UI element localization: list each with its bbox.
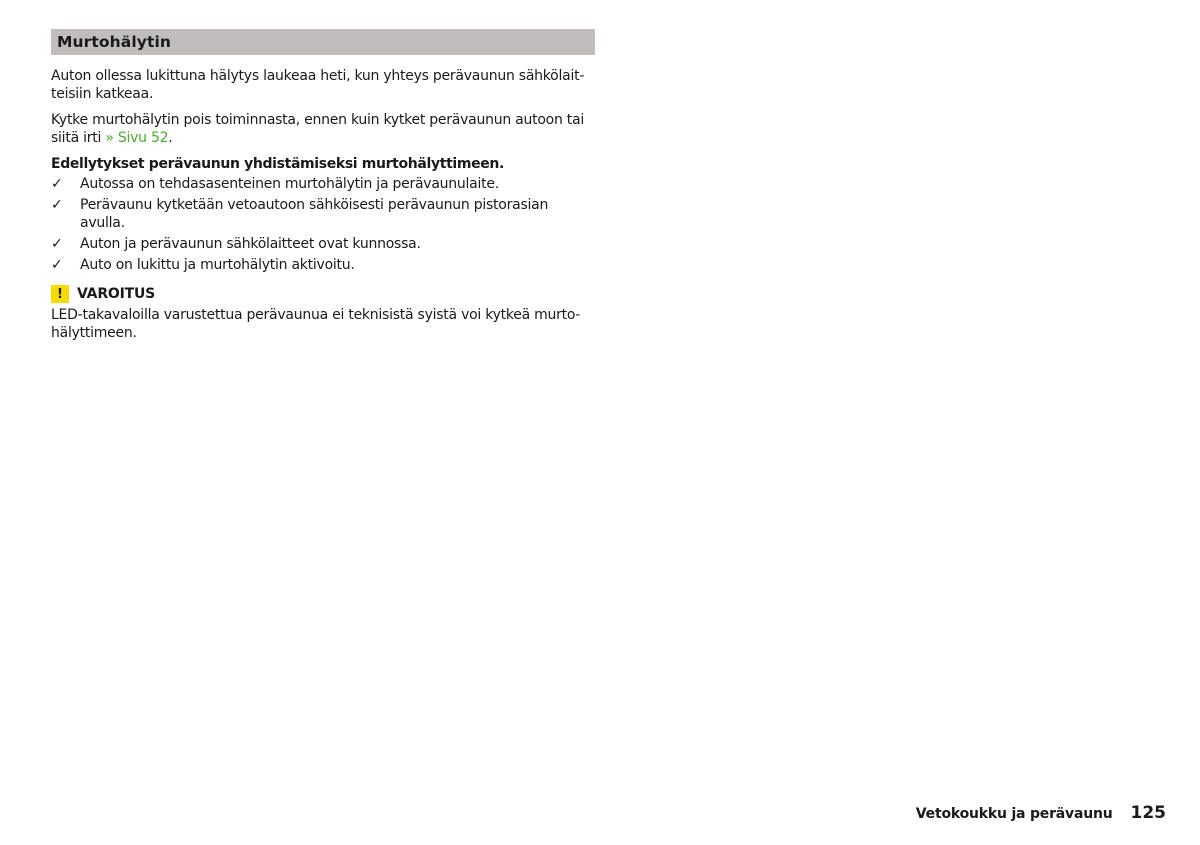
intro-paragraph: Auton ollessa lukittuna hälytys laukeaa heti, kun yhteys perävaunun sähkölaitteisiin katkeaa. [51, 68, 585, 102]
list-item [51, 175, 595, 193]
page-number: 125 [1130, 803, 1166, 823]
page-footer [916, 803, 1166, 823]
list-item-text: Auton ja perävaunun sähkölaitteet ovat kunnossa. [80, 236, 421, 252]
warning-header [51, 285, 595, 303]
list-item-text: Perävaunu kytketään vetoautoon sähköisesti perävaunun pistorasian avulla. [80, 197, 549, 231]
check-icon: ✓ [51, 257, 63, 273]
exclamation-icon [51, 285, 69, 303]
chapter-title: Vetokoukku ja perävaunu [915, 806, 1113, 822]
page-reference-link[interactable]: » Sivu 52 [105, 130, 169, 146]
list-item [51, 235, 595, 253]
list-item-text: Auto on lukittu ja murtohälytin aktivoitu. [80, 257, 355, 273]
disable-paragraph-text: Kytke murtohälytin pois toiminnasta, ennen kuin kytket perävaunun autoon tai siitä irti [51, 112, 585, 146]
check-icon: ✓ [51, 236, 63, 252]
exclamation-glyph: ! [57, 286, 63, 302]
list-item [51, 256, 595, 274]
requirements-heading: Edellytykset perävaunun yhdistämiseksi murtohälyttimeen. [51, 156, 504, 172]
disable-paragraph [51, 111, 595, 147]
main-column [51, 29, 595, 342]
warning-text: LED-takavaloilla varustettua perävaunua ei teknisistä syistä voi kytkeä murtohälyttimeen. [51, 307, 581, 341]
list-item-text: Autossa on tehdasasenteinen murtohälytin ja perävaunulaite. [80, 176, 499, 192]
disable-paragraph-end: . [168, 130, 173, 146]
section-title: Murtohälytin [57, 33, 172, 51]
section-header [51, 29, 595, 55]
requirements-list [51, 175, 595, 274]
check-icon: ✓ [51, 176, 63, 192]
check-icon: ✓ [51, 197, 63, 213]
warning-title: VAROITUS [77, 286, 156, 302]
list-item [51, 196, 595, 232]
